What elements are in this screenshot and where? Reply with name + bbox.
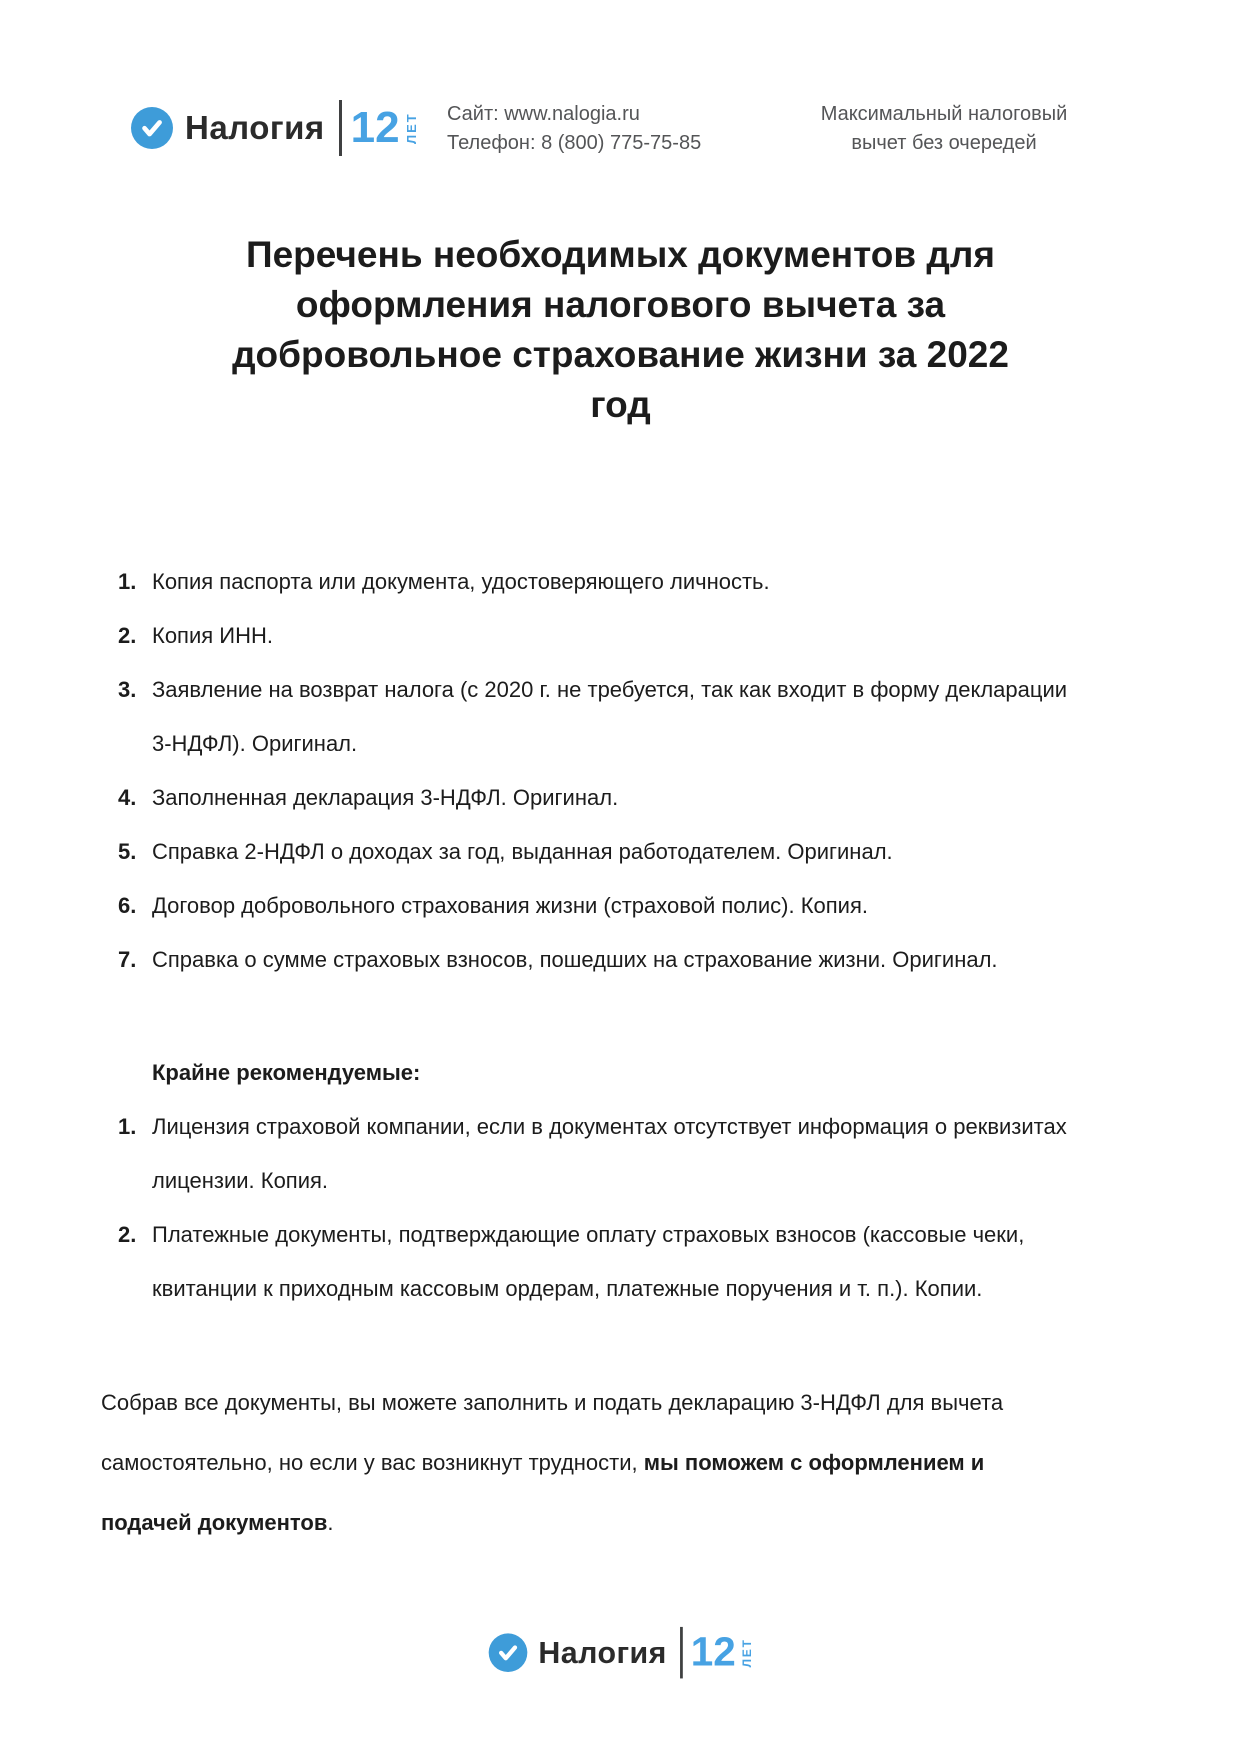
- page-title-line: добровольное страхование жизни за 2022: [232, 334, 1009, 375]
- brand-years-label: ЛЕТ: [403, 112, 419, 144]
- closing-text-bold: мы поможем с оформлением и: [643, 1450, 985, 1475]
- closing-line: [101, 1373, 1161, 1433]
- list-item-number: 7.: [118, 947, 137, 972]
- recommended-documents-list: [118, 1100, 1178, 1316]
- list-item-text: Лицензия страховой компании, если в документах отсутствует информация о реквизитах: [152, 1114, 1067, 1139]
- list-item-number: 6.: [118, 893, 137, 918]
- list-item-number: 1.: [118, 1114, 137, 1139]
- tagline-line: Максимальный налоговый: [820, 103, 1068, 125]
- closing-line: [101, 1433, 1161, 1493]
- list-item-text: Платежные документы, подтверждающие оплату страховых взносов (кассовые чеки,: [152, 1222, 1025, 1247]
- phone-number: Телефон: 8 (800) 775-75-85: [447, 132, 702, 154]
- site-url[interactable]: Сайт: www.nalogia.ru: [447, 103, 640, 125]
- list-item-number: 2.: [118, 1222, 137, 1247]
- list-item-number: 5.: [118, 839, 137, 864]
- nalogia-logo: [131, 99, 419, 157]
- list-item-number: 2.: [118, 623, 137, 648]
- brand-years-label: ЛЕТ: [739, 1638, 753, 1668]
- checkmark-icon: [488, 1633, 527, 1672]
- closing-text-bold: подачей документов: [101, 1510, 328, 1535]
- list-item: [118, 879, 1178, 933]
- logo-divider: [679, 1627, 682, 1679]
- brand-years-number: 12: [690, 1629, 736, 1675]
- list-item-number: 3.: [118, 677, 137, 702]
- closing-paragraph: [101, 1373, 1161, 1553]
- list-item: [118, 609, 1178, 663]
- brand-name: Налогия: [537, 1635, 667, 1670]
- list-item: [118, 1100, 1178, 1208]
- list-item-text: Копия ИНН.: [152, 623, 273, 648]
- list-item: [118, 1208, 1178, 1316]
- list-item-number: 1.: [118, 569, 137, 594]
- logo-divider: [339, 100, 342, 156]
- brand-years-number: 12: [350, 103, 400, 152]
- contact-info: [447, 100, 701, 158]
- recommended-heading: Крайне рекомендуемые:: [152, 1060, 421, 1085]
- list-item-text: лицензии. Копия.: [152, 1168, 329, 1193]
- list-item: [118, 663, 1178, 771]
- list-item-text: Договор добровольного страхования жизни (страховой полис). Копия.: [152, 893, 868, 918]
- page-title-line: год: [590, 384, 651, 425]
- list-item-text: Копия паспорта или документа, удостоверяющего личность.: [152, 569, 770, 594]
- list-item-number: 4.: [118, 785, 137, 810]
- closing-text-regular: самостоятельно, но если у вас возникнут трудности,: [101, 1450, 644, 1475]
- page-title: [0, 230, 1241, 430]
- list-item: [118, 771, 1178, 825]
- list-item-text: квитанции к приходным кассовым ордерам, платежные поручения и т. п.). Копии.: [152, 1276, 983, 1301]
- list-item-text: Заявление на возврат налога (с 2020 г. не требуется, так как входит в форму декларации: [152, 677, 1068, 702]
- closing-text-suffix: .: [327, 1510, 334, 1535]
- list-item: [118, 555, 1178, 609]
- closing-text-regular: Собрав все документы, вы можете заполнить и подать декларацию 3-НДФЛ для вычета: [101, 1390, 1004, 1415]
- list-item: [118, 933, 1178, 987]
- list-item: [118, 825, 1178, 879]
- list-item-text: Справка 2-НДФЛ о доходах за год, выданная работодателем. Оригинал.: [152, 839, 893, 864]
- required-documents-list: [118, 555, 1178, 987]
- tagline-line: вычет без очередей: [851, 132, 1037, 154]
- list-item-text: Заполненная декларация 3-НДФЛ. Оригинал.: [152, 785, 619, 810]
- list-item-text: 3-НДФЛ). Оригинал.: [152, 731, 358, 756]
- list-item-text: Справка о сумме страховых взносов, пошедших на страхование жизни. Оригинал.: [152, 947, 998, 972]
- brand-name: Налогия: [185, 109, 325, 146]
- checkmark-icon: [131, 107, 173, 149]
- closing-line: [101, 1493, 1161, 1553]
- nalogia-logo-footer: [488, 1626, 753, 1679]
- page-title-line: оформления налогового вычета за: [295, 284, 946, 325]
- tagline: [774, 100, 1114, 158]
- page-title-line: Перечень необходимых документов для: [246, 234, 995, 275]
